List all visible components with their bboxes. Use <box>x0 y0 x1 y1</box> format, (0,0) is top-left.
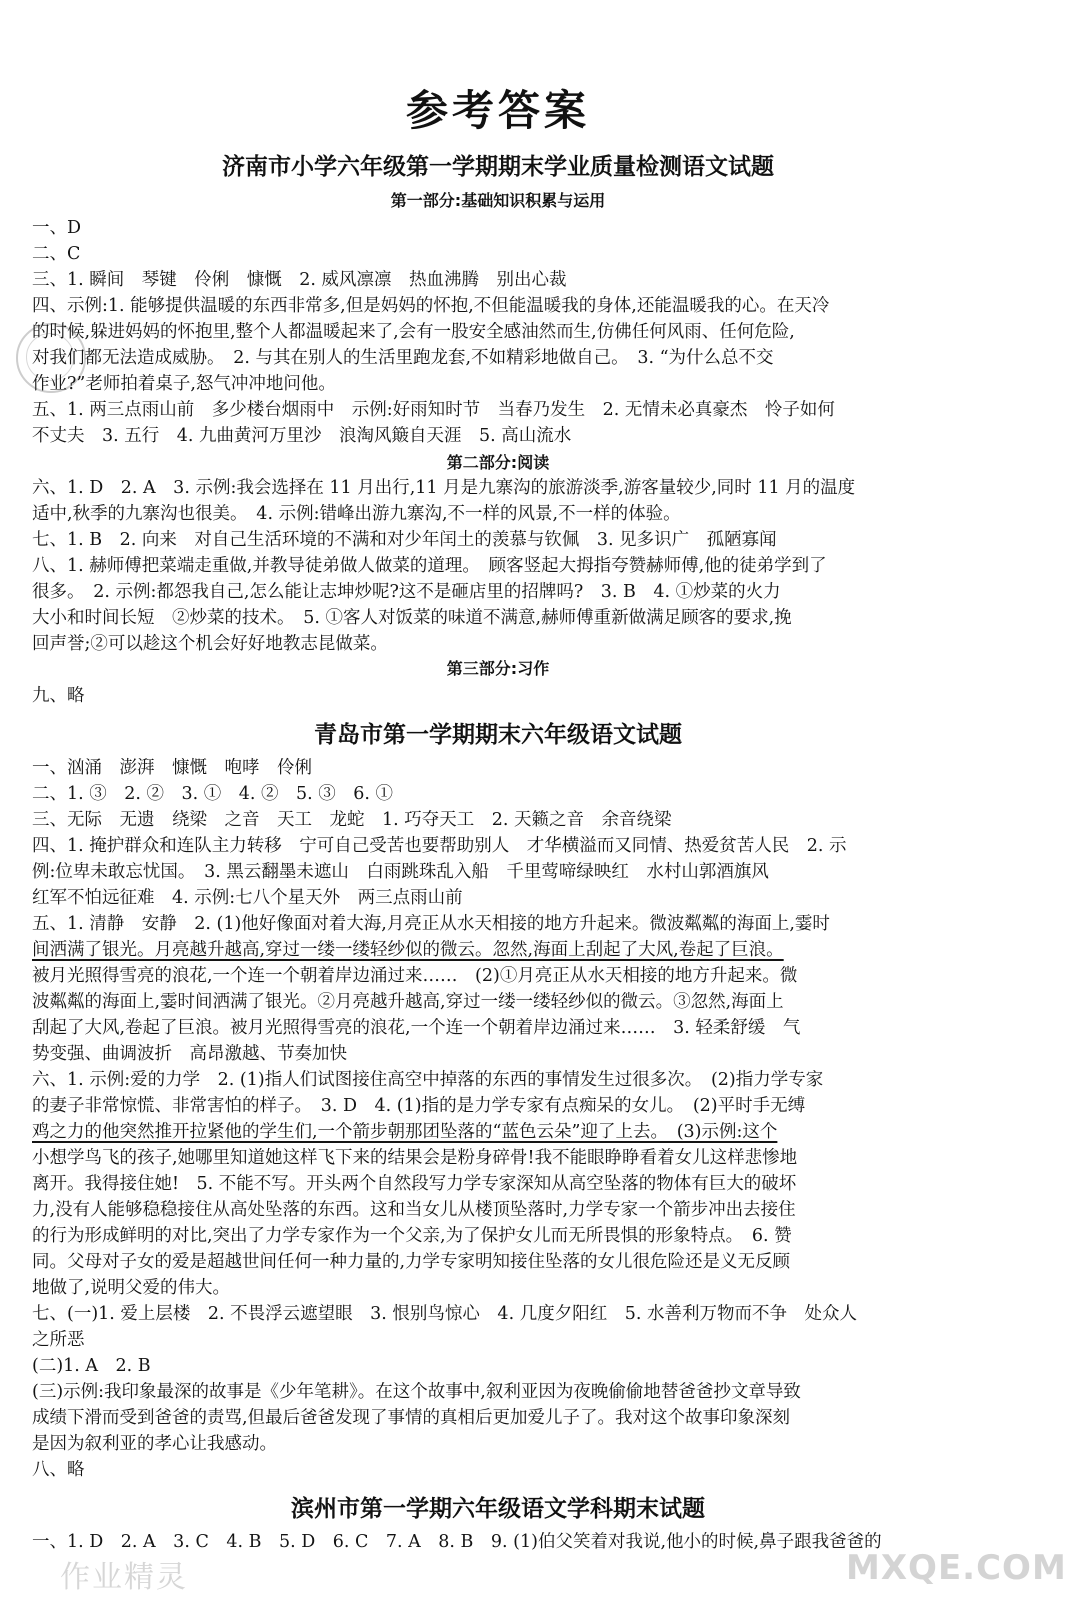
answer-line: 三、无际 无遗 绕梁 之音 天工 龙蛇 1. 巧夺天工 2. 天籁之音 余音绕梁 <box>32 810 672 830</box>
watermark-left: 作业精灵 <box>60 1560 188 1595</box>
answer-line: 适中,秋季的九寨沟也很美。 4. 示例:错峰出游九寨沟,不一样的风景,不一样的体验。 <box>32 504 681 524</box>
answer-line: 是因为叙利亚的孝心让我感动。 <box>32 1434 277 1454</box>
answer-line: 很多。 2. 示例:都怨我自己,怎么能让志坤炒呢?这不是砸店里的招牌吗? 3. B 4. ①炒菜的火力 <box>32 582 781 602</box>
page-title: 参考答案 <box>405 86 590 135</box>
answer-line: 例:位卑未敢忘忧国。 3. 黑云翻墨未遮山 白雨跳珠乱入船 千里莺啼绿映红 水村山郭酒旗风 <box>32 862 769 882</box>
answer-line: 红军不怕远征难 4. 示例:七八个星天外 两三点雨山前 <box>32 888 463 908</box>
answer-line: 二、C <box>32 244 81 264</box>
part-title-2: 第二部分:阅读 <box>446 453 550 472</box>
answer-line-underlined: 间洒满了银光。月亮越升越高,穿过一缕一缕轻纱似的微云。忽然,海面上刮起了大风,卷起了巨浪。 <box>32 940 784 960</box>
answer-line: 四、1. 掩护群众和连队主力转移 宁可自己受苦也要帮助别人 才华横溢而又同情、热爱贫苦人民 2. 示 <box>32 836 847 856</box>
watermark-right: MXQE.COM <box>846 1548 1067 1588</box>
answer-line: 刮起了大风,卷起了巨浪。被月光照得雪亮的浪花,一个连一个朝着岸边涌过来…… 3. 轻柔舒缓 气 <box>32 1018 801 1038</box>
answer-line: 八、1. 赫师傅把菜端走重做,并教导徒弟做人做菜的道理。 顾客竖起大拇指夸赞赫师傅,他的徒弟学到了 <box>32 556 827 576</box>
answer-line: 六、1. 示例:爱的力学 2. (1)指人们试图接住高空中掉落的东西的事情发生过很多次。 (2)指力学专家 <box>32 1070 824 1090</box>
answer-line: 之所恶 <box>32 1330 85 1350</box>
answer-line: 的行为形成鲜明的对比,突出了力学专家作为一个父亲,为了保护女儿而无所畏惧的形象特点。 6. 赞 <box>32 1226 792 1246</box>
answer-line: 波粼粼的海面上,霎时间洒满了银光。②月亮越升越高,穿过一缕一缕轻纱似的微云。③忽然,海面上 <box>32 992 784 1012</box>
answer-line: 被月光照得雪亮的浪花,一个连一个朝着岸边涌过来…… (2)①月亮正从水天相接的地方升起来。微 <box>32 966 798 986</box>
answer-line: 五、1. 清静 安静 2. (1)他好像面对着大海,月亮正从水天相接的地方升起来。微波粼粼的海面上,霎时 <box>32 914 830 934</box>
answer-line: 的时候,躲进妈妈的怀抱里,整个人都温暖起来了,会有一股安全感油然而生,仿佛任何风雨、任何危险, <box>32 322 795 342</box>
section-title-binzhou: 滨州市第一学期六年级语文学科期末试题 <box>291 1496 705 1522</box>
answer-line: 成绩下滑而受到爸爸的责骂,但最后爸爸发现了事情的真相后更加爱儿子了。我对这个故事印象深刻 <box>32 1408 791 1428</box>
answer-line: 力,没有人能够稳稳接住从高处坠落的东西。这和当女儿从楼顶坠落时,力学专家一个箭步冲出去接住 <box>32 1200 796 1220</box>
answer-line: 七、(一)1. 爱上层楼 2. 不畏浮云遮望眼 3. 恨别鸟惊心 4. 几度夕阳红 5. 水善利万物而不争 处众人 <box>32 1304 857 1324</box>
answer-line-underlined: 鸡之力的他突然推开拉紧他的学生们,一个箭步朝那团坠落的“蓝色云朵”迎了上去。 (3)示例:这个 <box>32 1122 778 1142</box>
answer-line: 回声誉;②可以趁这个机会好好地教志昆做菜。 <box>32 634 388 654</box>
answer-line: 四、示例:1. 能够提供温暖的东西非常多,但是妈妈的怀抱,不但能温暖我的身体,还能温暖我的心。在天冷 <box>32 296 830 316</box>
part-title-1: 第一部分:基础知识积累与运用 <box>390 191 606 210</box>
section-title-qingdao: 青岛市第一学期期末六年级语文试题 <box>314 722 682 748</box>
answer-line: 离开。我得接住她! 5. 不能不写。开头两个自然段写力学专家深知从高空坠落的物体有巨大的破坏 <box>32 1174 797 1194</box>
answer-line: 小想学鸟飞的孩子,她哪里知道她这样飞下来的结果会是粉身碎骨!我不能眼睁睁看着女儿这样悲惨地 <box>32 1148 798 1168</box>
answer-line: 八、略 <box>32 1460 85 1480</box>
answer-line: 一、1. D 2. A 3. C 4. B 5. D 6. C 7. A 8. B 9. (1)伯父笑着对我说,他小的时候,鼻子跟我爸爸的 <box>32 1532 882 1552</box>
answer-line: 不丈夫 3. 五行 4. 九曲黄河万里沙 浪淘风簸自天涯 5. 高山流水 <box>32 426 572 446</box>
answer-line: 同。父母对子女的爱是超越世间任何一种力量的,力学专家明知接住坠落的女儿很危险还是义无反顾 <box>32 1252 791 1272</box>
answer-line: 二、1. ③ 2. ② 3. ① 4. ② 5. ③ 6. ① <box>32 784 394 804</box>
answer-line: 的妻子非常惊慌、非常害怕的样子。 3. D 4. (1)指的是力学专家有点痴呆的女儿。 (2)平时手无缚 <box>32 1096 806 1116</box>
answer-line: (二)1. A 2. B <box>32 1356 151 1376</box>
answer-line: 作业?”老师拍着桌子,怒气冲冲地问他。 <box>32 374 336 394</box>
answer-line: 一、D <box>32 218 82 238</box>
answer-line: 七、1. B 2. 向来 对自己生活环境的不满和对少年闰土的羡慕与钦佩 3. 见多识广 孤陋寡闻 <box>32 530 777 550</box>
answer-line: 六、1. D 2. A 3. 示例:我会选择在 11 月出行,11 月是九寨沟的旅游淡季,游客量较少,同时 11 月的温度 <box>32 478 856 498</box>
answer-line: 三、1. 瞬间 琴键 伶俐 慷慨 2. 威风凛凛 热血沸腾 别出心裁 <box>32 270 567 290</box>
section-title-jinan: 济南市小学六年级第一学期期末学业质量检测语文试题 <box>222 154 774 180</box>
answer-line: 五、1. 两三点雨山前 多少楼台烟雨中 示例:好雨知时节 当春乃发生 2. 无情未必真豪杰 怜子如何 <box>32 400 835 420</box>
answer-line: 九、略 <box>32 686 85 706</box>
answer-line: 地做了,说明父爱的伟大。 <box>32 1278 231 1298</box>
part-title-3: 第三部分:习作 <box>446 659 550 678</box>
answer-line: (三)示例:我印象最深的故事是《少年笔耕》。在这个故事中,叙利亚因为夜晚偷偷地替爸爸抄文章导致 <box>32 1382 801 1402</box>
answer-line: 势变强、曲调波折 高昂激越、节奏加快 <box>32 1044 347 1064</box>
answer-line: 对我们都无法造成威胁。 2. 与其在别人的生活里跑龙套,不如精彩地做自己。 3. “为什么总不交 <box>32 348 774 368</box>
answer-line: 一、汹涌 澎湃 慷慨 咆哮 伶俐 <box>32 758 312 778</box>
answer-line: 大小和时间长短 ②炒菜的技术。 5. ①客人对饭菜的味道不满意,赫师傅重新做满足顾客的要求,挽 <box>32 608 792 628</box>
